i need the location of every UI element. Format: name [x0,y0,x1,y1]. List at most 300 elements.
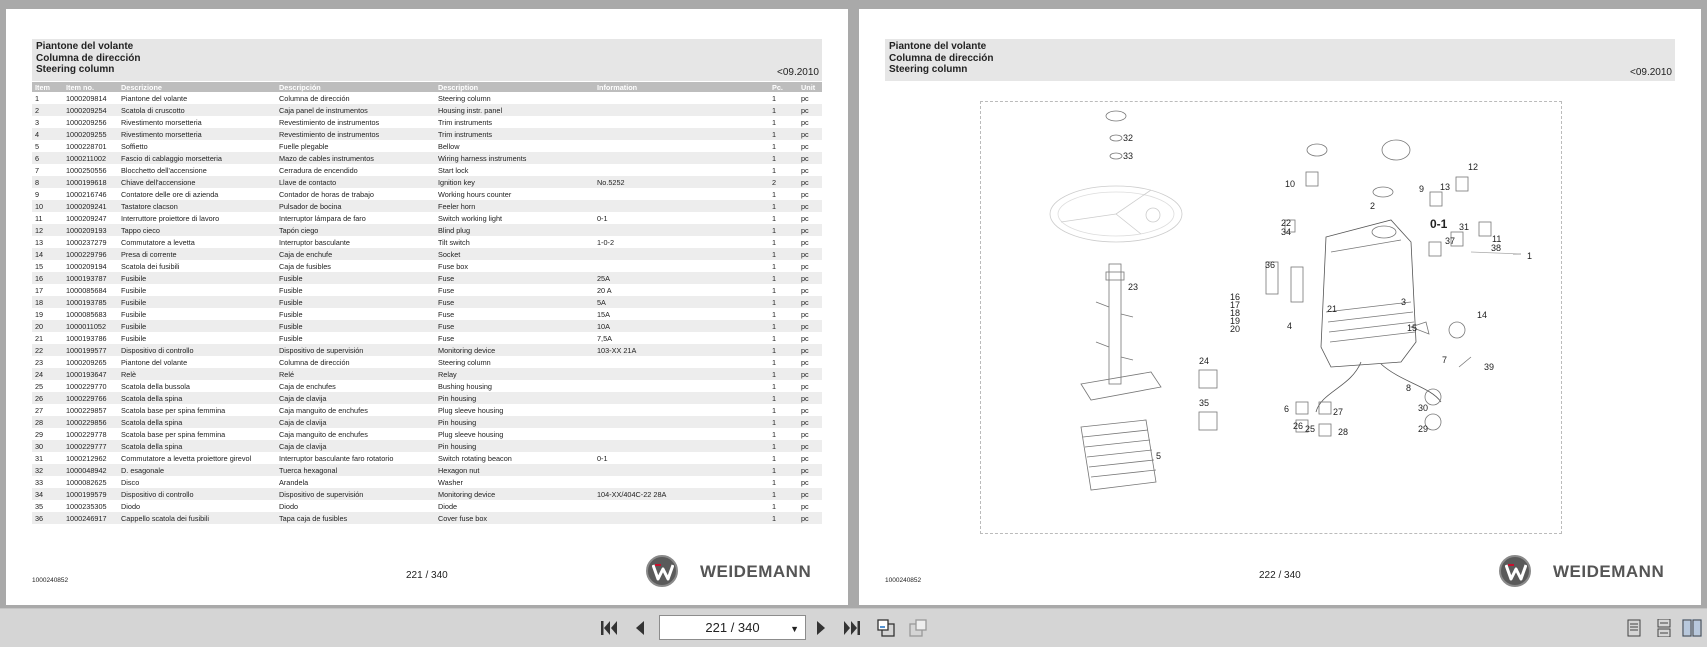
table-cell: 26 [32,392,63,404]
table-cell: Scatola della spina [118,416,276,428]
table-cell: Fusibile [121,333,147,343]
table-cell: 1 [769,296,798,308]
table-cell: Fusibile [118,296,276,308]
table-cell: 33 [35,477,44,487]
table-cell: Fusible [279,285,303,295]
table-cell: 1 [769,344,798,356]
date-label: <09.2010 [777,67,819,78]
table-cell: Tapa caja de fusibles [276,512,435,524]
table-cell: Plug sleeve housing [438,405,504,415]
table-cell [594,92,769,104]
table-cell: 1 [772,357,777,367]
section-header [32,39,822,81]
callout-label: 6 [1284,404,1290,414]
single-page-icon [1626,619,1642,637]
table-cell: 1-0-2 [597,237,615,247]
table-row [32,320,822,332]
table-cell: 1 [769,512,798,524]
callout-label: 31 [1459,222,1470,232]
diagram-drawing [981,102,1561,533]
table-cell [594,416,769,428]
column-header: Pc. [769,82,798,92]
two-page-icon [1682,619,1702,637]
continuous-page-icon [1656,619,1672,637]
date-label: <09.2010 [1630,67,1672,78]
callout-label: 13 [1440,182,1451,192]
table-cell: 13 [35,237,44,247]
table-cell: 6 [32,152,63,164]
table-row [32,416,822,428]
table-cell: 1 [772,333,777,343]
table-header-row [32,82,822,92]
table-cell: Scatola base per spina femmina [121,429,226,439]
table-row [32,152,822,164]
table-cell: Scatola della bussola [121,381,190,391]
callout-label: 3 [1401,297,1407,307]
table-cell: pc [798,152,822,164]
table-cell [594,404,769,416]
table-cell: Fusible [276,272,435,284]
table-cell: 15 [35,261,44,271]
table-cell: 1 [769,392,798,404]
table-cell: 1000229766 [63,392,118,404]
table-cell: 1 [769,200,798,212]
table-cell: D. esagonale [118,464,276,476]
table-cell: Tapón ciego [276,224,435,236]
column-header: Information [594,82,769,92]
callout-label: 18 [1230,308,1241,318]
table-cell: 5A [594,296,769,308]
table-cell: Fuse box [438,261,469,271]
table-cell: 36 [32,512,63,524]
table-cell: Rivestimento morsetteria [118,128,276,140]
table-cell: Hexagon nut [435,464,594,476]
table-cell: 1000209814 [66,93,107,103]
table-cell: Relé [276,368,435,380]
table-cell: pc [801,381,809,391]
table-cell: Caja de enchufes [279,381,336,391]
table-cell: Relè [118,368,276,380]
two-page-view-button[interactable] [1682,619,1702,637]
table-row [32,308,822,320]
table-cell: 17 [35,285,44,295]
table-cell: 31 [35,453,44,463]
table-cell: Soffietto [121,141,148,151]
callout-label: 38 [1491,243,1502,253]
table-cell: 29 [35,429,44,439]
table-cell: 1 [772,285,777,295]
table-cell: pc [801,141,809,151]
table-row [32,356,822,368]
table-cell: 1 [772,429,777,439]
title-english: Steering column [889,64,968,75]
table-row [32,440,822,452]
table-cell: Scatola di cruscotto [118,104,276,116]
table-row [32,272,822,284]
table-cell: 1000235305 [66,501,107,511]
table-cell [594,392,769,404]
callout-label: 28 [1338,427,1349,437]
callout-label: 0-1 [1430,217,1448,231]
column-header: Item no. [63,82,118,92]
table-cell: 32 [32,464,63,476]
weidemann-logo [646,553,826,593]
chevron-down-icon[interactable]: ▼ [790,624,799,634]
table-cell: 1 [769,224,798,236]
table-cell: pc [798,320,822,332]
table-cell: Scatola della spina [118,392,276,404]
table-cell: 1000209254 [63,104,118,116]
weidemann-emblem-icon [1499,555,1531,587]
table-cell: 1 [772,381,777,391]
table-cell: Scatola base per spina femmina [121,405,226,415]
table-cell [594,356,769,368]
table-cell: 1000216746 [66,189,107,199]
brand-name: WEIDEMANN [700,562,812,581]
table-row [32,116,822,128]
callout-label: 25 [1305,424,1316,434]
table-cell: pc [801,165,809,175]
table-cell: Bushing housing [438,381,492,391]
table-cell: Fusibile [121,309,147,319]
table-row [32,260,822,272]
table-cell: 1 [772,405,777,415]
table-cell: Llave de contacto [276,176,435,188]
callout-label: 11 [1492,234,1502,244]
column-header: Descripción [276,82,435,92]
table-cell: 8 [32,176,63,188]
callout-label: 36 [1265,260,1276,270]
table-cell: pc [798,416,822,428]
table-cell: 1000209255 [63,128,118,140]
table-cell: pc [801,261,809,271]
table-cell: Contador de horas de trabajo [279,189,374,199]
callout-label: 19 [1230,316,1241,326]
table-cell: Dispositivo de supervisión [276,344,435,356]
table-row [32,200,822,212]
table-cell: Dispositivo di controllo [118,488,276,500]
table-cell: pc [801,309,809,319]
table-cell: Socket [435,248,594,260]
callout-label: 1 [1527,251,1533,261]
table-cell: pc [801,429,809,439]
table-cell: 1000250556 [66,165,107,175]
table-cell: 1 [772,309,777,319]
single-page-view-button[interactable] [1624,619,1644,637]
table-cell: 10 [32,200,63,212]
table-cell [594,500,769,512]
callout-label: 30 [1418,403,1429,413]
table-cell: 23 [35,357,44,367]
table-cell: pc [801,477,809,487]
table-cell: Fusible [276,320,435,332]
table-cell: Bellow [438,141,460,151]
callout-label: 21 [1327,304,1338,314]
callout-label: 24 [1199,356,1210,366]
continuous-view-button[interactable] [1654,619,1674,637]
table-cell: Caja panel de instrumentos [276,104,435,116]
table-cell: 1 [772,117,777,127]
table-cell: Mazo de cables instrumentos [276,152,435,164]
table-row [32,488,822,500]
brand-name: WEIDEMANN [1553,562,1665,581]
table-cell: 1000193785 [63,296,118,308]
table-cell: 103-XX 21A [594,344,769,356]
table-cell: 1000209194 [66,261,107,271]
table-cell: 1 [772,213,777,223]
table-cell: Caja de fusibles [279,261,331,271]
table-cell [594,128,769,140]
table-row [32,140,822,152]
table-cell: Start lock [438,165,469,175]
table-cell: 1000229857 [66,405,107,415]
first-page-icon [600,620,618,636]
table-cell: Piantone del volante [121,93,188,103]
table-cell: 1 [769,248,798,260]
table-row [32,344,822,356]
table-cell: pc [798,296,822,308]
callout-label: 15 [1407,323,1418,333]
callout-label: 7 [1442,355,1448,365]
document-id: 1000240852 [885,577,922,584]
table-cell: Washer [438,477,463,487]
table-cell: Fusibile [118,272,276,284]
table-cell: 1 [772,477,777,487]
table-cell: Tastatore clacson [118,200,276,212]
table-cell: Fascio di cablaggio morsetteria [118,152,276,164]
table-cell: Pin housing [435,440,594,452]
page-number-field[interactable] [659,615,806,640]
table-cell: 1000209256 [66,117,107,127]
table-cell: pc [798,440,822,452]
table-cell: 20 [32,320,63,332]
table-cell: 28 [32,416,63,428]
table-cell: Monitoring device [435,344,594,356]
table-cell: pc [798,368,822,380]
table-cell: Arandela [279,477,309,487]
table-cell: Wiring harness instruments [435,152,594,164]
callout-label: 35 [1199,398,1210,408]
table-cell: 1 [772,93,777,103]
table-cell: 1000193647 [63,368,118,380]
table-cell: 27 [35,405,44,415]
table-cell: 10A [594,320,769,332]
previous-page-button[interactable] [630,619,650,637]
table-cell: 1 [769,320,798,332]
table-cell: Pin housing [435,392,594,404]
table-cell [594,512,769,524]
table-cell: pc [798,200,822,212]
table-cell: Dispositivo de supervisión [276,488,435,500]
table-cell: 14 [32,248,63,260]
table-cell: Fuse [438,333,455,343]
table-cell: Fusibile [121,285,147,295]
callout-label: 26 [1293,421,1304,431]
diagram-callouts [1123,133,1532,461]
forward-view-icon [908,619,928,637]
column-header: Descrizione [118,82,276,92]
table-cell: Diodo [279,501,299,511]
table-cell: 1000011052 [63,320,118,332]
table-cell: 25A [594,272,769,284]
table-cell: 21 [35,333,44,343]
table-cell: 1 [772,189,777,199]
table-cell: Scatola della spina [118,440,276,452]
table-row [32,452,822,464]
table-cell: pc [798,344,822,356]
table-cell [594,368,769,380]
page-number: 221 / 340 [406,570,448,581]
column-header: Description [435,82,594,92]
table-cell: 22 [32,344,63,356]
table-row [32,176,822,188]
table-cell: Fuse [435,272,594,284]
table-cell: Relay [435,368,594,380]
callout-label: 39 [1484,362,1495,372]
table-cell: Fusibile [118,320,276,332]
table-cell: 1000199579 [63,488,118,500]
table-cell: Caja manguito de enchufes [279,405,368,415]
table-row [32,212,822,224]
next-page-button[interactable] [811,619,831,637]
table-cell: pc [798,488,822,500]
section-header [885,39,1675,81]
table-cell: Fuelle plegable [279,141,329,151]
table-cell: 24 [32,368,63,380]
table-cell: pc [801,237,809,247]
first-page-button[interactable] [599,619,619,637]
table-cell: pc [801,117,809,127]
table-row [32,392,822,404]
table-cell: 1000199577 [63,344,118,356]
table-cell: 35 [35,501,44,511]
table-cell [594,248,769,260]
table-cell: 1000237279 [66,237,107,247]
callout-label: 10 [1285,179,1296,189]
table-row [32,464,822,476]
table-cell: pc [798,512,822,524]
callout-label: 33 [1123,151,1134,161]
table-cell: Caja de clavija [276,392,435,404]
table-row [32,236,822,248]
pdf-page-right [859,9,1701,605]
table-cell [594,428,769,440]
table-cell: 0-1 [597,453,608,463]
table-cell: pc [801,189,809,199]
callout-label: 27 [1333,407,1344,417]
table-cell: pc [801,93,809,103]
table-cell: Piantone del volante [121,357,188,367]
table-cell: 2 [32,104,63,116]
table-cell: 1000209247 [66,213,107,223]
table-cell: Tuerca hexagonal [276,464,435,476]
table-cell: 34 [32,488,63,500]
table-cell: 2 [769,176,798,188]
table-cell: 1 [769,272,798,284]
callout-label: 32 [1123,133,1134,143]
table-cell [594,464,769,476]
table-cell: pc [801,501,809,511]
table-cell: Blocchetto dell'accensione [121,165,207,175]
table-cell: Pin housing [435,416,594,428]
table-cell: 1000082625 [66,477,107,487]
table-cell: 1000085684 [66,285,107,295]
table-cell: pc [801,357,809,367]
table-cell: Fusible [276,296,435,308]
table-row [32,380,822,392]
table-cell: 1000085683 [66,309,107,319]
table-cell: pc [798,464,822,476]
table-cell: Fusible [279,309,303,319]
table-cell: Fuse [438,285,455,295]
title-spanish: Columna de dirección [889,53,994,64]
callout-label: 2 [1370,201,1376,211]
table-cell [594,104,769,116]
callout-label: 37 [1445,236,1456,246]
callout-label: 9 [1419,184,1425,194]
table-cell: Feeler horn [435,200,594,212]
table-cell: Interruttore proiettore di lavoro [121,213,220,223]
table-cell: Disco [121,477,140,487]
table-cell: 1 [769,464,798,476]
table-cell: Commutatore a levetta [121,237,195,247]
table-row [32,128,822,140]
table-cell: 1000193787 [63,272,118,284]
table-cell: Steering column [438,93,491,103]
table-cell: 1000246917 [63,512,118,524]
table-cell [594,476,769,488]
table-cell: 1000229856 [63,416,118,428]
table-row [32,188,822,200]
table-cell: pc [798,128,822,140]
table-cell: Caja de enchufe [276,248,435,260]
table-cell: Diode [438,501,458,511]
table-cell: pc [801,453,809,463]
table-cell: Ignition key [435,176,594,188]
back-view-button[interactable] [876,619,896,637]
table-cell: 30 [32,440,63,452]
previous-page-icon [633,620,647,636]
table-cell: pc [798,104,822,116]
table-cell: 1 [769,152,798,164]
column-header: Item [32,82,63,92]
table-cell: 20 A [597,285,612,295]
table-cell: 1 [769,488,798,500]
table-cell: pc [801,333,809,343]
table-row [32,404,822,416]
table-cell [594,224,769,236]
table-cell: Commutatore a levetta proiettore girevol [121,453,252,463]
parts-table [32,82,822,524]
page-number-value: 221 / 340 [705,620,760,635]
pdf-page-left [6,9,848,605]
table-cell: Trim instruments [438,117,493,127]
back-view-icon [876,619,896,637]
table-cell: 1000199618 [63,176,118,188]
forward-view-button[interactable] [908,619,928,637]
callout-label: 8 [1406,383,1412,393]
table-cell: Fuse [438,309,455,319]
table-cell: Revestimiento de instrumentos [279,117,380,127]
table-cell: pc [801,285,809,295]
table-cell: 16 [32,272,63,284]
callout-label: 12 [1468,162,1479,172]
table-cell: Caja de clavija [276,440,435,452]
table-cell: pc [801,405,809,415]
table-cell: Cerradura de encendido [279,165,358,175]
table-row [32,104,822,116]
last-page-button[interactable] [842,619,862,637]
